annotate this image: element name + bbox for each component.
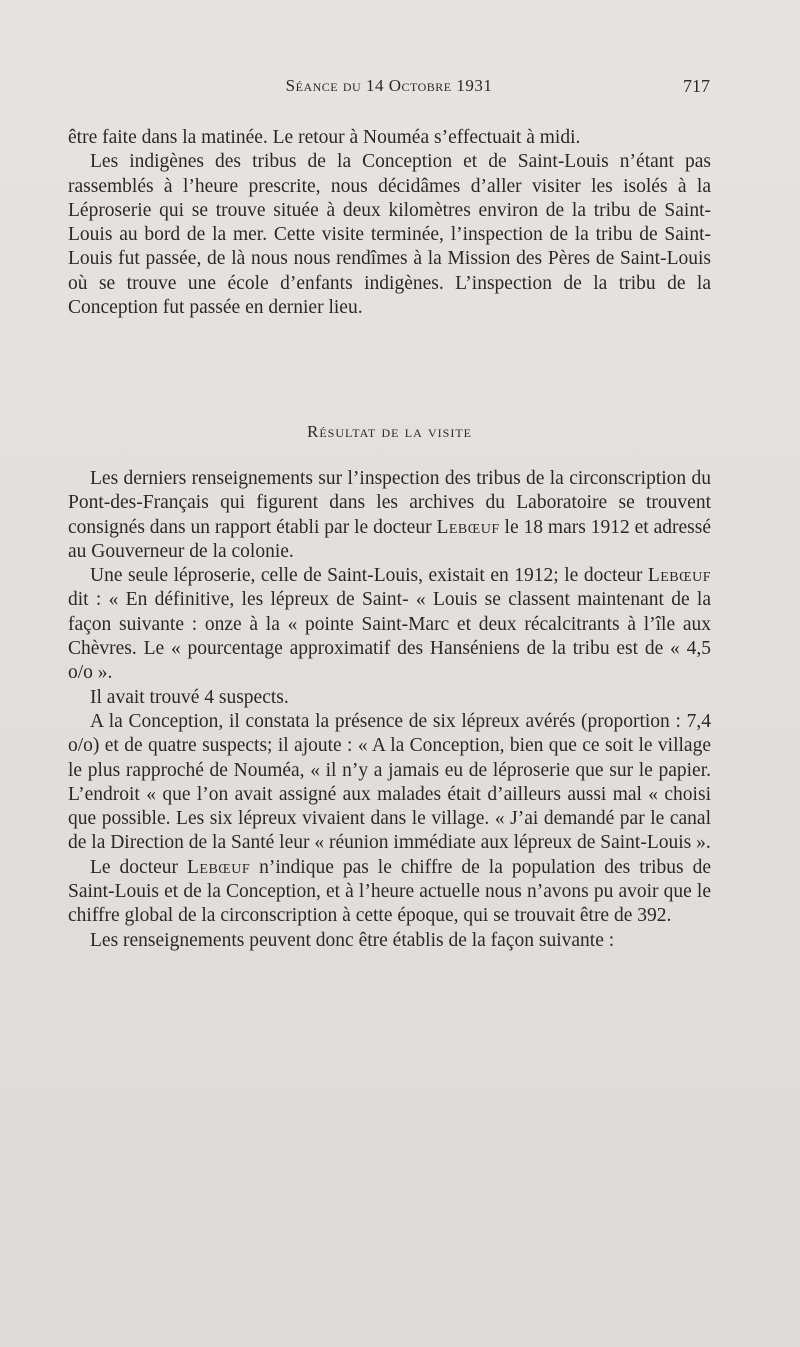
paragraph: Les renseignements peuvent donc être établis de la façon suivante : [90, 929, 615, 951]
page-number: 717 [683, 76, 710, 96]
text-block-top [68, 126, 711, 320]
paragraph [68, 856, 711, 929]
running-head: Séance du 14 Octobre 1931 [285, 76, 493, 95]
paragraph-text: Le docteur [90, 856, 187, 878]
paragraph: Les indigènes des tribus de la Conception et de Saint-Louis n’étant pas rassemblés à l’heure prescrite, nous décidâmes d’aller visiter les isolés à la Léproserie qui se trouve située à deux kilomètres environ de la tribu de Saint-Louis au bord de la mer. Cette visite terminée, l’inspection de la tribu de Saint-Louis fut passée, de là nous nous rendîmes à la Mission des Pères de Saint-Louis où se trouve une école d’enfants indigènes. L’inspection de la tribu de la Conception fut passée en dernier lieu. [68, 151, 711, 319]
paragraph [68, 467, 711, 564]
paragraph: être faite dans la matinée. Le retour à Nouméa s’effectuait à midi. [68, 127, 581, 148]
paragraph: Il avait trouvé 4 suspects. [90, 686, 289, 708]
paragraph-text: le 18 mars 1912 et adressé au Gouverneur de la colonie. [68, 516, 711, 562]
text-block-bottom [68, 467, 711, 953]
paragraph-text: Une seule léproserie, celle de Saint-Louis, existait en 1912; le docteur [90, 565, 648, 587]
paragraph-text: dit : « En définitive, les lépreux de Saint- « Louis se classent maintenant de la façon suivante : onze à la « pointe Saint-Marc et deux récalcitrants à l’île aux Chèvres. Le « pourcentage approximatif des Hanséniens de la tribu est de « 4,5 o/o ». [68, 589, 711, 684]
paragraph-text: Les derniers renseignements sur l’inspection des tribus de la circonscription du Pont-des-Français qui figurent dans les archives du Laboratoire se trouvent consignés dans un rapport établi par le docteur [68, 468, 711, 538]
section-heading: Résultat de la visite [306, 422, 472, 441]
paragraph: A la Conception, il constata la présence de six lépreux avérés (proportion : 7,4 o/o) et de quatre suspects; il ajoute : « A la Conception, bien que ce soit le village le plus rapproché de Nouméa, « il n’y a jamais eu de léproserie que sur le papier. L’endroit « que l’on avait assigné aux malades était d’ailleurs aussi mal « choisi que possible. Les six lépreux vivaient dans le village. « J’ai demandé par le canal de la Direction de la Santé leur « réunion immédiate aux lépreux de Saint-Louis ». [68, 710, 711, 854]
paragraph-text: n’indique pas le chiffre de la population des tribus de Saint-Louis et de la Conception, et à l’heure actuelle nous n’avons pu avoir que le chiffre global de la circonscription à cette époque, qui se trouvait être de 392. [68, 856, 712, 927]
author-name: Lebœuf [187, 856, 251, 878]
page-header [68, 74, 710, 102]
paragraph [68, 564, 711, 685]
author-name: Lebœuf [647, 565, 711, 587]
author-name: Lebœuf [436, 516, 500, 538]
